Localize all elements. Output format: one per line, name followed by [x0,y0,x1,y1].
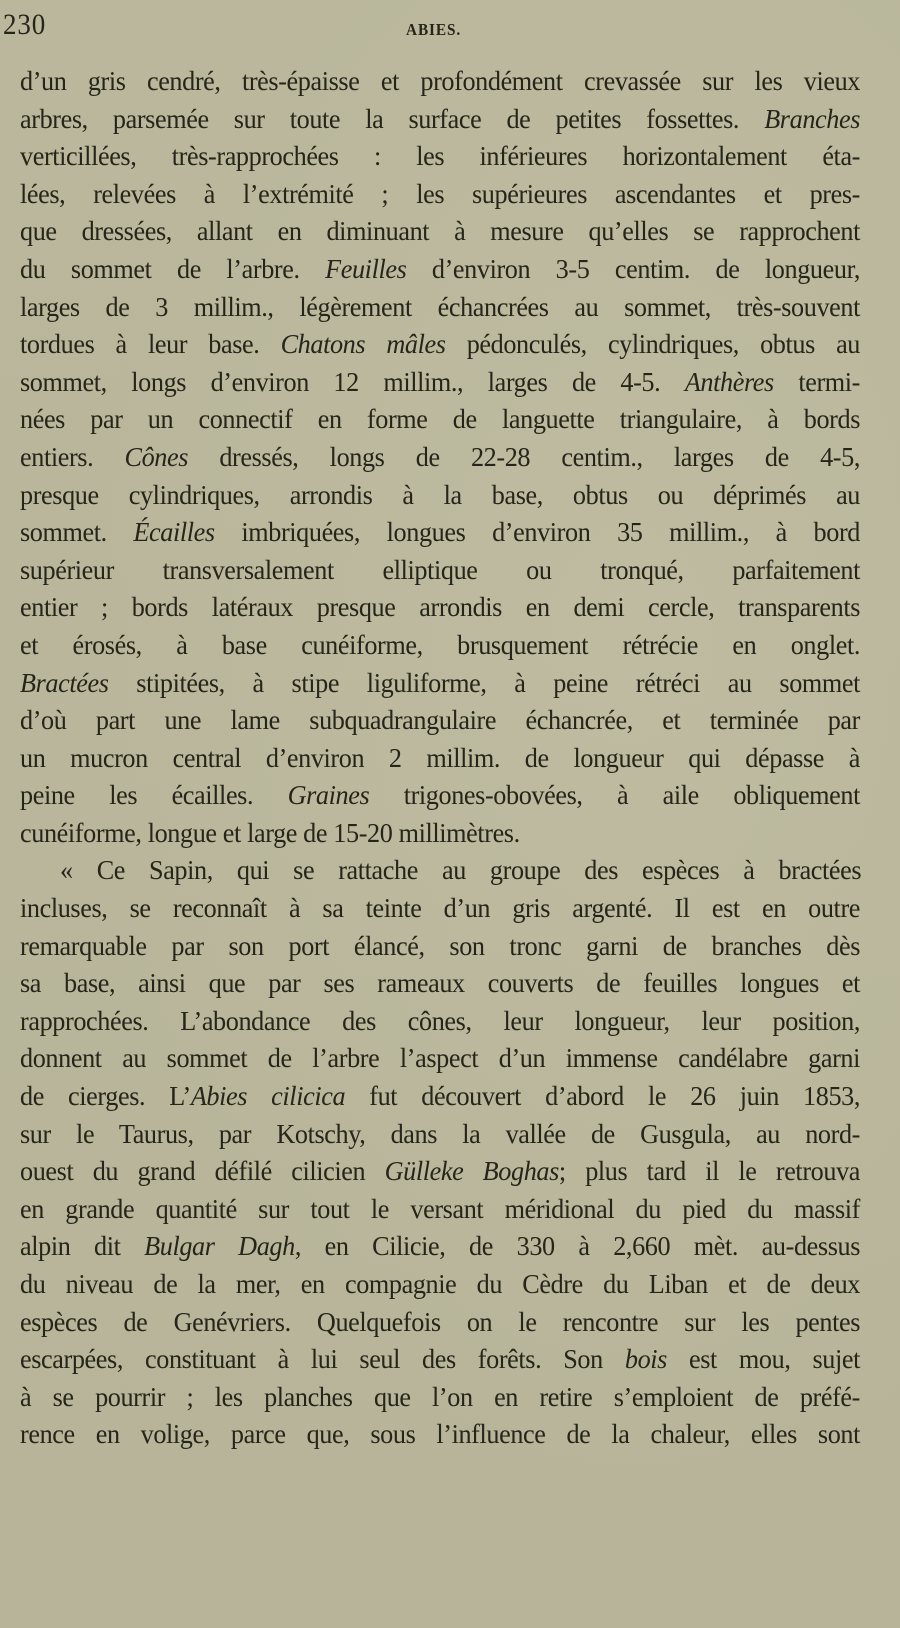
text-line-content [20,401,860,439]
text-line [20,1341,886,1379]
text-line [20,1304,886,1342]
text-run: pédonculés, cylindriques, obtus au [445,329,861,360]
text-line [20,1003,886,1041]
text-run: rence en volige, parce que, sous l’influence de la chaleur, elles sont [20,1419,861,1450]
text-run: fut découvert d’abord le 26 juin 1853, [345,1081,861,1112]
text-line-content [20,702,860,740]
text-line-content [20,1116,860,1154]
text-run: ; plus tard il le retrouva [558,1156,861,1187]
text-line [20,101,886,139]
text-run: d’où part une lame subquadrangulaire échancrée, et terminée par [20,705,861,736]
text-run: dressés, longs de 22-28 centim., larges de 4-5, [188,441,861,472]
text-run: espèces de Genévriers. Quelquefois on le rencontre sur les pentes [20,1306,861,1337]
text-run: un mucron central d’environ 2 millim. de longueur qui dépasse à [20,742,861,773]
text-run: stipitées, à stipe liguliforme, à peine rétréci au sommet [108,667,861,698]
text-run: sa base, ainsi que par ses rameaux couverts de feuilles longues et [20,968,861,999]
running-head [0,8,900,48]
text-line-content [20,213,860,251]
text-line-content [20,477,860,515]
text-run: donnent au sommet de l’arbre l’aspect d’un immense candélabre garni [20,1043,861,1074]
text-run: « Ce Sapin, qui se rattache au groupe des espèces à bractées [60,855,862,886]
text-line-content [20,1228,860,1266]
text-line [20,364,886,402]
italic-term: Bractées [20,667,109,698]
text-line [20,965,886,1003]
text-run: remarquable par son port élancé, son tronc garni de branches dès [20,930,861,961]
italic-term: Anthères [684,366,774,397]
text-line-content [20,364,860,402]
italic-term: Feuilles [325,253,407,284]
italic-term: Bulgar Dagh [144,1231,295,1262]
text-run: larges de 3 millim., légèrement échancrées au sommet, très-souvent [20,291,861,322]
text-line [20,289,886,327]
text-line [20,1153,886,1191]
text-line [20,1379,886,1417]
text-run: cunéiforme, longue et large de 15-20 millimètres. [20,817,520,848]
text-run: nées par un connectif en forme de languette triangulaire, à bords [20,404,861,435]
italic-term: Graines [287,780,370,811]
text-line-content [20,740,860,778]
text-line-content [20,1078,860,1116]
text-run: peine les écailles. [20,780,288,811]
text-line-content [20,1191,860,1229]
text-line [20,665,886,703]
text-run: presque cylindriques, arrondis à la base, obtus ou déprimés au [20,479,861,510]
text-run: tordues à leur base. [20,329,281,360]
text-line-content [20,665,860,703]
text-line-content [20,815,860,853]
text-run: lées, relevées à l’extrémité ; les supérieures ascendantes et pres- [20,178,861,209]
text-run: sommet, longs d’environ 12 millim., larges de 4-5. [20,366,685,397]
text-line [20,63,886,101]
text-run: d’un gris cendré, très-épaisse et profondément crevassée sur les vieux [20,66,861,96]
text-line [20,589,886,627]
text-line-content [20,552,860,590]
page-number: 230 [3,8,47,41]
text-line-content [20,1266,860,1304]
text-line [20,251,886,289]
text-run: ouest du grand défilé cilicien [20,1156,385,1187]
text-line [20,213,886,251]
text-run: verticillées, très-rapprochées : les inférieures horizontalement éta- [20,141,861,172]
text-run: du niveau de la mer, en compagnie du Cèdre du Liban et de deux [20,1269,861,1299]
text-line [20,477,886,515]
text-line [20,1228,886,1266]
text-run: alpin dit [20,1231,145,1262]
text-line-content [20,289,860,327]
text-line [20,1191,886,1229]
text-run: sommet. [20,517,134,548]
text-line-content [20,890,860,928]
text-line [20,740,886,778]
text-line [20,1078,886,1116]
italic-term: Chatons mâles [280,329,446,360]
text-line [20,928,886,966]
text-line-content [20,1040,860,1078]
text-run: arbres, parsemée sur toute la surface de petites fossettes. [20,103,765,134]
text-line [20,514,886,552]
text-run: sur le Taurus, par Kotschy, dans la vallée de Gusgula, au nord- [20,1118,861,1149]
italic-term: bois [624,1344,667,1375]
text-run: est mou, sujet [666,1344,861,1375]
text-run: , en Cilicie, de 330 à 2,660 mèt. au-dessus [294,1231,861,1262]
text-run: à se pourrir ; les planches que l’on en retire s’emploient de préfé- [20,1381,861,1412]
italic-term: Gülleke Boghas [384,1156,559,1187]
text-run: que dressées, allant en diminuant à mesure qu’elles se rapprochent [20,216,861,247]
text-run: d’environ 3-5 centim. de longueur, [406,253,861,284]
text-line-content [60,852,861,890]
text-run: escarpées, constituant à lui seul des forêts. Son [20,1344,625,1375]
text-line-content [20,1416,860,1454]
text-line-content [20,1341,860,1379]
text-line [20,1116,886,1154]
text-run: et érosés, à base cunéiforme, brusquement rétrécie en onglet. [20,629,861,660]
running-title: ABIES. [406,20,462,39]
text-line [20,627,886,665]
italic-term: Branches [764,103,861,134]
text-run: de cierges. L’ [20,1081,191,1112]
text-run: entier ; bords latéraux presque arrondis en demi cercle, transparents [20,592,861,623]
text-line [20,777,886,815]
text-line [20,138,886,176]
text-run: incluses, se reconnaît à sa teinte d’un gris argenté. Il est en outre [20,893,861,924]
text-run: imbriquées, longues d’environ 35 millim., à bord [214,517,861,548]
text-line [20,1266,886,1304]
text-line-content [20,176,860,214]
text-line [20,401,886,439]
text-line-content [20,251,860,289]
text-line-content [20,1304,860,1342]
text-line-content [20,1379,860,1417]
text-line-content [20,589,860,627]
text-line-content [20,627,860,665]
text-line [20,552,886,590]
text-line [20,1416,886,1454]
text-line-content [20,138,860,176]
italic-term: Abies cilicica [190,1081,346,1112]
text-run: supérieur transversalement elliptique ou tronqué, parfaitement [20,554,861,585]
text-line [20,890,886,928]
text-line-content [20,928,860,966]
text-run: trigones-obovées, à aile obliquement [369,780,861,811]
text-line-content [20,439,860,477]
text-run: entiers. [20,441,125,472]
text-line-content [20,1003,860,1041]
text-line [20,326,886,364]
text-line-content [20,777,860,815]
text-line-content [20,101,860,139]
text-run: en grande quantité sur tout le versant méridional du pied du massif [20,1193,861,1224]
text-line-content [20,63,860,101]
italic-term: Écailles [133,517,215,548]
text-line [20,176,886,214]
text-line [20,1040,886,1078]
text-line [20,852,886,890]
text-run: termi- [773,366,861,397]
text-run: du sommet de l’arbre. [20,253,326,284]
text-run: rapprochées. L’abondance des cônes, leur longueur, leur position, [20,1005,861,1036]
text-line [20,439,886,477]
text-line-content [20,514,860,552]
text-line-content [20,326,860,364]
text-line-content [20,965,860,1003]
text-line [20,702,886,740]
text-line-content [20,1153,860,1191]
body-text [20,63,886,1454]
text-line [20,815,886,853]
italic-term: Cônes [124,441,189,472]
